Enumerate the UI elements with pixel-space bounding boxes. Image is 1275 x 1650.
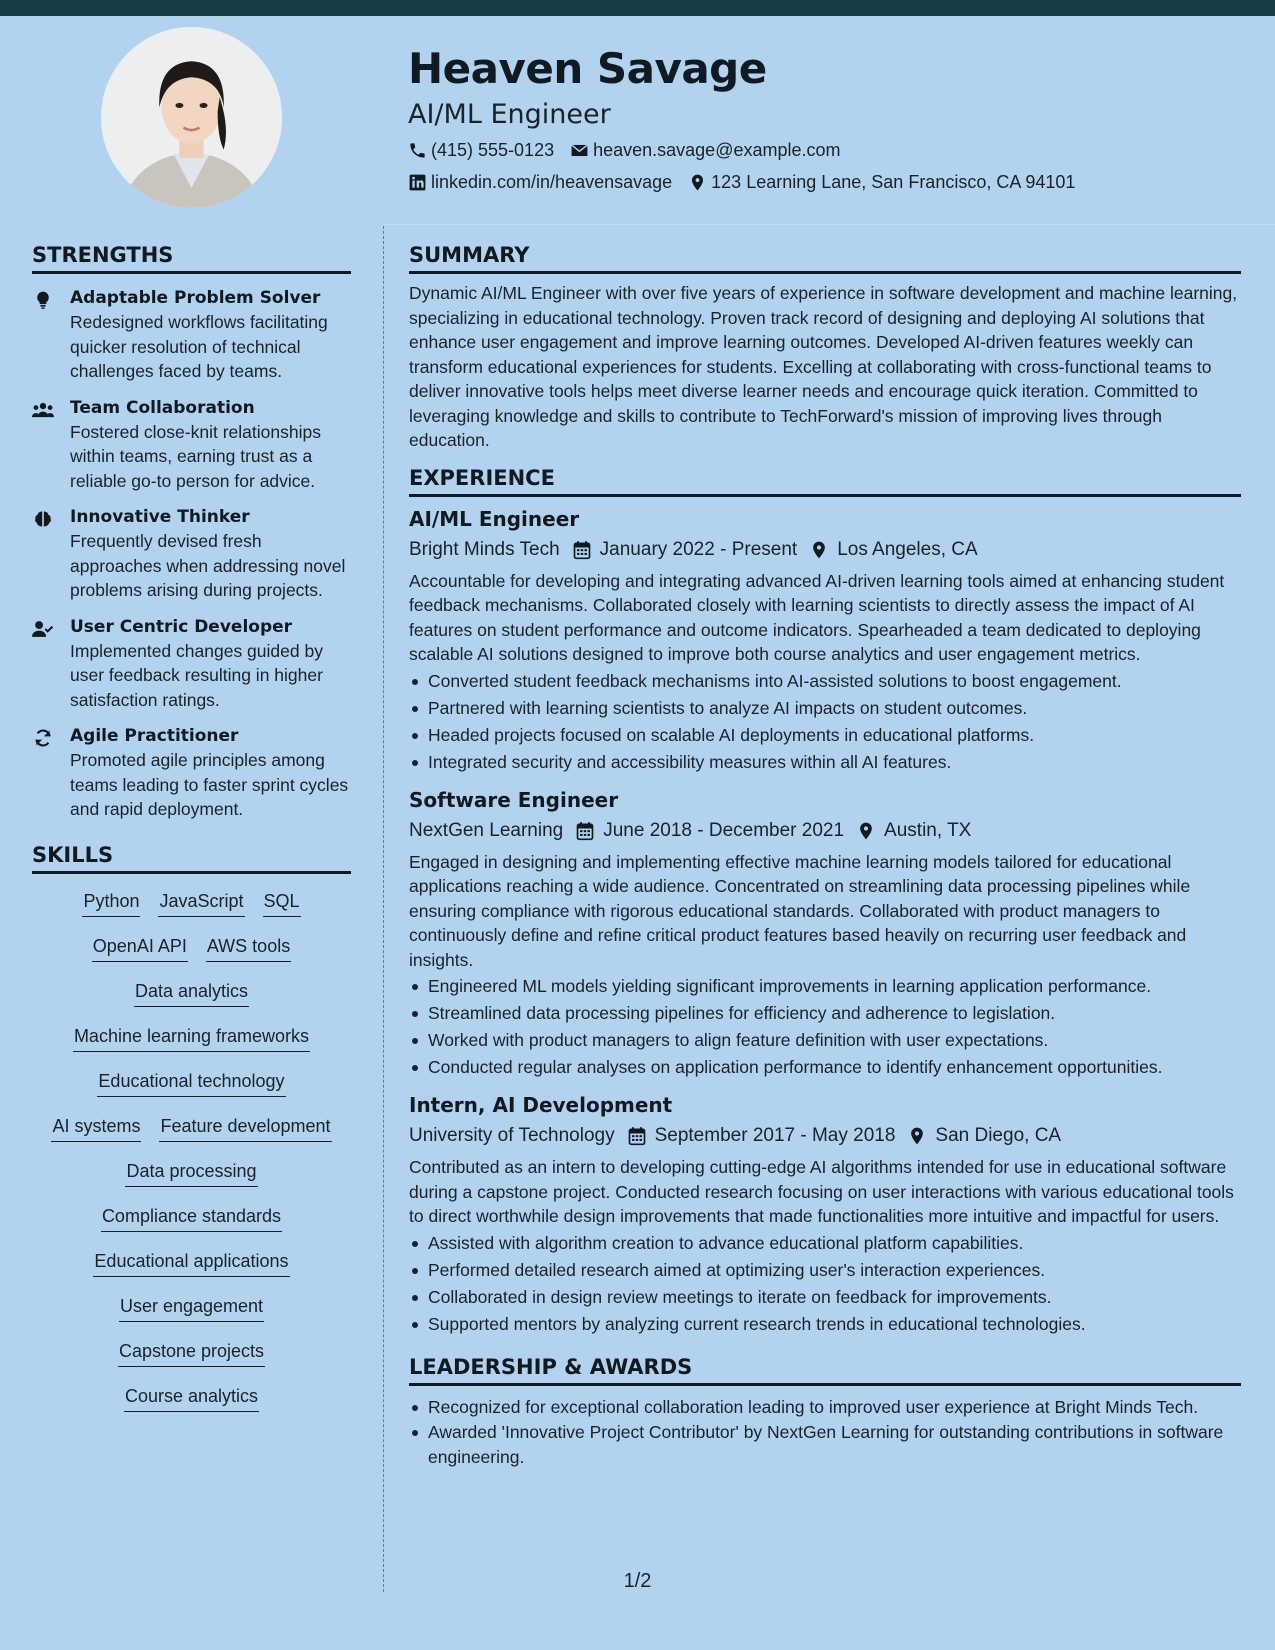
skill-tag: Data processing [125,1158,257,1187]
strength-title: Innovative Thinker [70,507,250,527]
job-description: Accountable for developing and integrating advanced AI-driven learning tools aimed at enhancing student feedback mechanisms. Collaborated closely with learning scientists to directly assess the impact of AI features on student performance and outcome indicators. Spearheaded a team dedicated to deploying scalable AI solutions designed to improve both course analytics and user engagement metrics. [409,570,1225,664]
skill-row [32,1068,351,1113]
phone-item [408,140,554,161]
list-item: Awarded 'Innovative Project Contributor' by NextGen Learning for outstanding contributions in software engineering. [409,1420,1241,1469]
job-bullets [409,668,1241,776]
column-divider [383,226,384,1592]
strength-title: Agile Practitioner [70,726,239,746]
address-item [688,172,1075,193]
phone-text: (415) 555-0123 [431,139,555,160]
strength-title: Adaptable Problem Solver [70,288,321,308]
strength-desc: Frequently devised fresh approaches when addressing novel problems arising during projects. [70,531,346,600]
strength-desc: Fostered close-knit relationships within teams, earning trust as a reliable go-to person for advice. [70,421,321,491]
job-bullets [409,1230,1241,1338]
skill-tag: User engagement [119,1293,264,1322]
skill-row [32,978,351,1023]
strength-title: Team Collaboration [70,397,255,418]
calendar-icon [572,540,592,560]
strength-item [32,396,351,494]
candidate-name: Heaven Savage [408,44,767,93]
list-item: Collaborated in design review meetings to iterate on feedback for improvements. [409,1284,1241,1311]
job-location: Austin, TX [884,819,972,841]
skill-row [32,1248,351,1293]
list-item: Integrated security and accessibility measures within all AI features. [409,749,1241,776]
strength-item [32,724,351,822]
job-company: University of Technology [409,1125,615,1146]
skill-row [32,1023,351,1068]
awards-list [409,1395,1241,1470]
profile-photo [101,27,282,208]
job-title: Intern, AI Development [409,1093,673,1117]
skill-tag: Feature development [159,1113,331,1142]
list-item: Converted student feedback mechanisms into AI-assisted solutions to boost engagement. [409,668,1241,695]
strength-desc: Promoted agile principles among teams leading to faster sprint cycles and rapid deployment. [70,750,349,819]
user-check-icon [32,619,54,639]
job-meta [409,816,1241,846]
skill-row [32,1293,351,1338]
list-item: Recognized for exceptional collaboration leading to improved user experience at Bright Minds Tech. [409,1395,1241,1420]
calendar-icon [627,1126,647,1146]
strength-item [32,615,351,713]
map-pin-icon [809,540,829,560]
left-column [32,226,351,1428]
skill-tag: Educational technology [97,1068,285,1097]
linkedin-item[interactable] [408,172,672,193]
candidate-role: AI/ML Engineer [408,99,611,130]
strength-title: User Centric Developer [70,616,293,637]
linkedin-icon [408,173,427,192]
job-dates: January 2022 - Present [599,538,798,560]
skill-tag: Educational applications [93,1248,289,1277]
skill-row [32,1113,351,1158]
skill-tag: AI systems [51,1113,141,1142]
skill-tag: Capstone projects [118,1338,265,1367]
list-item: Conducted regular analyses on application performance to identify enhancement opportunities. [409,1054,1241,1081]
contact-row-2 [408,166,1248,198]
map-pin-icon [688,173,707,192]
list-item: Assisted with algorithm creation to advance educational platform capabilities. [409,1230,1241,1257]
strength-desc: Implemented changes guided by user feedback resulting in higher satisfaction ratings. [70,640,323,710]
sync-icon [32,728,54,748]
job-title: AI/ML Engineer [409,506,580,531]
job-location: San Diego, CA [935,1125,1062,1146]
list-item: Headed projects focused on scalable AI deployments in educational platforms. [409,722,1241,749]
strength-desc: Redesigned workflows facilitating quicker resolution of technical challenges faced by teams. [70,312,328,381]
job-meta [409,1121,1241,1151]
job-location: Los Angeles, CA [837,538,978,560]
summary-heading: SUMMARY [409,226,1241,274]
skill-tag: Machine learning frameworks [73,1023,310,1052]
address-text: 123 Learning Lane, San Francisco, CA 94101 [711,171,1076,192]
map-pin-icon [856,821,876,841]
list-item: Engineered ML models yielding significant improvements in learning application performance. [409,973,1241,1000]
job-entry [409,505,1241,776]
strengths-heading: STRENGTHS [32,226,351,274]
job-bullets [409,973,1241,1081]
skill-tag: SQL [263,888,301,917]
email-text[interactable]: heaven.savage@example.com [593,139,841,160]
skill-tag: Course analytics [124,1383,259,1412]
resume-header [408,40,1248,198]
list-item: Supported mentors by analyzing current research trends in educational technologies. [409,1311,1241,1338]
job-dates: September 2017 - May 2018 [654,1125,896,1146]
job-dates: June 2018 - December 2021 [603,819,845,841]
list-item: Performed detailed research aimed at optimizing user's interaction experiences. [409,1257,1241,1284]
linkedin-text[interactable]: linkedin.com/in/heavensavage [431,171,673,192]
contact-row-1 [408,134,1248,166]
skill-tag: JavaScript [158,888,244,917]
skill-row [32,888,351,933]
calendar-icon [575,821,595,841]
lightbulb-icon [32,290,54,310]
list-item: Partnered with learning scientists to analyze AI impacts on student outcomes. [409,695,1241,722]
brain-icon [32,509,54,529]
skill-tag: Compliance standards [101,1203,282,1232]
phone-icon [408,141,427,160]
map-pin-icon [907,1126,927,1146]
awards-heading: LEADERSHIP & AWARDS [409,1338,1241,1386]
job-description: Contributed as an intern to developing cutting-edge AI algorithms intended for use in educational software during a capstone project. Conducted research focusing on user interactions with various educational tools to direct worthwhile design improvements that made functionalities more intuitive and impactful for users. [409,1157,1234,1226]
skill-tag: AWS tools [206,933,291,962]
summary-text: Dynamic AI/ML Engineer with over five years of experience in software development and machine learning, specializing in educational technology. Proven track record of designing and deploying AI solutions that enhance user engagement and improve learning outcomes. Developed AI-driven features weekly can transform educational experiences for students. Excelling at collaborating with cross-functional teams to deliver innovative tools helps meet diverse learner needs and encourage quick iteration. Committed to leveraging knowledge and skills to contribute to TechForward's mission of improving lives through education. [409,283,1238,450]
skill-row [32,1383,351,1428]
job-entry [409,1091,1241,1338]
job-company: NextGen Learning [409,819,564,841]
list-item: Worked with product managers to align feature definition with user expectations. [409,1027,1241,1054]
skill-row [32,1158,351,1203]
list-item: Streamlined data processing pipelines for efficiency and adherence to legislation. [409,1000,1241,1027]
strengths-list [32,286,351,822]
job-title: Software Engineer [409,787,619,812]
skills-heading: SKILLS [32,834,351,874]
header-divider [384,224,1275,225]
email-item[interactable] [570,140,840,161]
job-entry [409,786,1241,1082]
skill-row [32,1338,351,1383]
skill-tag: Python [82,888,140,917]
skills-list [32,888,351,1428]
envelope-icon [570,141,589,160]
top-bar [0,0,1275,16]
experience-heading: EXPERIENCE [409,453,1241,497]
right-column [409,226,1241,1470]
job-meta [409,535,1241,565]
job-description: Engaged in designing and implementing effective machine learning models tailored for educational applications reaching a wide audience. Concentrated on streamlining data processing pipelines while ensuring compliance with rigorous educational standards. Collaborated with product managers to continuously define and refine critical product features based heavily on recurring user feedback and insights. [409,851,1191,970]
skill-tag: OpenAI API [92,933,188,962]
skill-row [32,1203,351,1248]
skill-row [32,933,351,978]
page-number: 1/2 [623,1570,652,1592]
users-icon [32,400,54,420]
strength-item [32,505,351,603]
job-company: Bright Minds Tech [409,538,560,560]
strength-item [32,286,351,384]
skill-tag: Data analytics [134,978,249,1007]
